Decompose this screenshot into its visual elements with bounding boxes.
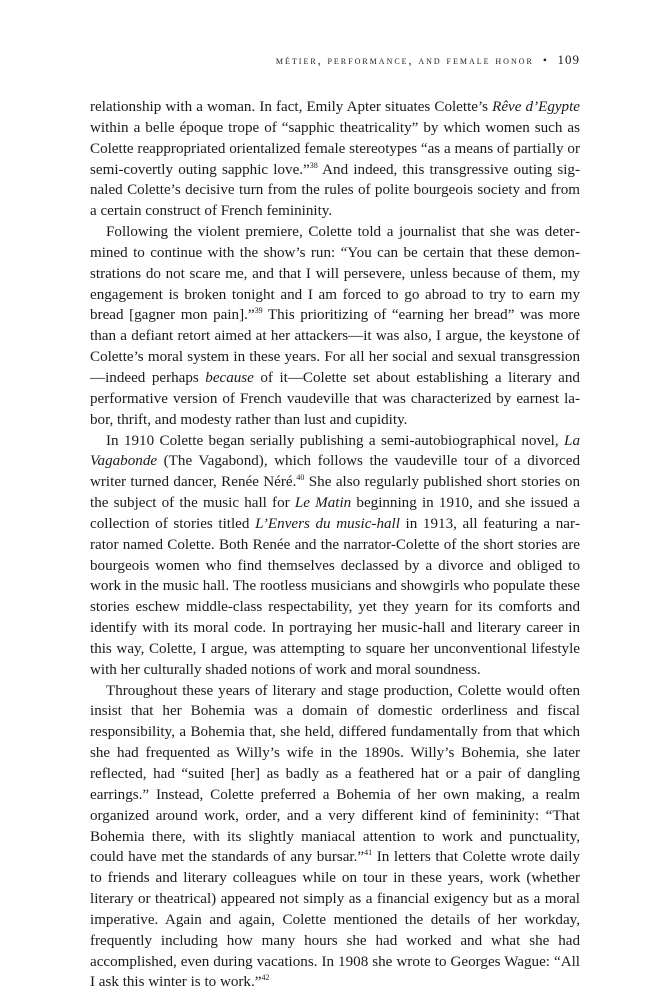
text-run: This prioritizing of “earning her bread” was more than a defiant retort aimed at her attackers—it was also, I argue, the keystone of Colette’s moral system in these years. For all her social and sexual transgression—indeed perhaps (90, 307, 580, 386)
text-run: relationship with a woman. In fact, Emily Apter situates Colette’s (90, 99, 493, 115)
running-head-title: métier, performance, and female honor (275, 55, 534, 67)
text-run: beginning in 1910, and she issued a collection of stories titled (90, 495, 580, 532)
page-number: 109 (557, 52, 580, 67)
footnote-marker: 41 (364, 848, 373, 858)
text-run: within a belle époque trope of “sapphic theatricality” by which women such as Colette reappropriated orientalized female stereotypes “as a means of partially or semi-covertly outing sapphic love.” (90, 119, 580, 178)
footnote-marker: 39 (254, 306, 263, 316)
running-head-bullet: • (542, 55, 549, 67)
text-run: Throughout these years of literary and stage production, Colette would often insist that her Bohemia was a domain of domestic orderliness and fiscal responsibility, a Bohemia that, she held, differed fundamentally from that which she had frequented as Willy’s wife in the 1890s. Willy’s Bohemia, she later reflected, had “suited [her] as badly as a feathered hat or a pair of dangling earrings.” Instead, Colette preferred a Bohemia of her own making, a realm organized around work, order, and a very different kind of femininity: “That Bohemia there, with its slightly maniacal attention to work and punctuality, could have met the standards of any bursar.” (90, 682, 580, 866)
text-run: of it—Colette set about establishing a literary and performative version of French vaudeville that was characterized by earnest labor, thrift, and modesty rather than lust and cupidity. (90, 369, 580, 428)
italic-text: Rêve d’Egypte (492, 99, 581, 115)
italic-text: L’Envers du music-hall (255, 515, 400, 532)
text-run: In letters that Colette wrote daily to friends and literary colleagues while on tour in these years, work (whether literary or theatrical) appeared not simply as a financial exigency but as a moral imperative. Again and again, Colette mentioned the details of her workday, frequently including how many hours she had worked and what she had accomplished, even during vacations. In 1908 she wrote to Georges Wague: “All I ask this winter is to work.” (90, 849, 580, 991)
paragraph (90, 97, 580, 222)
italic-text: La Vagabonde (90, 432, 580, 470)
text-run: Following the violent premiere, Colette told a journalist that she was determined to continue with the show’s run: “You can be certain that these demonstrations do not scare me, and that I will persevere, unless because of them, my engagement is broken tonight and I am forced to go abroad to try to earn my bread [gagner mon pain].” (90, 224, 580, 324)
body-text (90, 97, 580, 993)
footnote-marker: 38 (309, 160, 318, 170)
text-run: And indeed, this transgressive outing signaled Colette’s decisive turn from the rules of polite bourgeois society and from a certain construct of French femininity. (90, 161, 580, 220)
footnote-marker: 40 (296, 473, 305, 483)
italic-text: because (205, 369, 254, 386)
text-run: She also regularly published short stories on the subject of the music hall for (90, 474, 580, 512)
footnote-marker: 42 (261, 973, 270, 983)
text-run: In 1910 Colette began serially publishing a semi-autobiographical novel, (106, 432, 565, 449)
text-run: in 1913, all featuring a narrator named Colette. Both Renée and the narrator-Colette of the short stories are bourgeois women who find themselves declassed by a divorce and obliged to work in the music hall. The rootless musicians and showgirls who populate these stories eschew middle-class respectability, yet they yearn for its comforts and identify with its moral code. In portraying her music-hall and literary career in this way, Colette, I argue, was attempting to square her unconventional lifestyle with her culturally shaded notions of work and moral soundness. (90, 515, 580, 678)
text-run: (The Vagabond), which follows the vaudeville tour of a divorced writer turned dancer, Renée Néré. (90, 453, 580, 491)
paragraph (90, 222, 580, 430)
paragraph (90, 431, 580, 681)
paragraph (90, 681, 580, 993)
running-head (90, 52, 580, 69)
italic-text: Le Matin (294, 495, 352, 512)
